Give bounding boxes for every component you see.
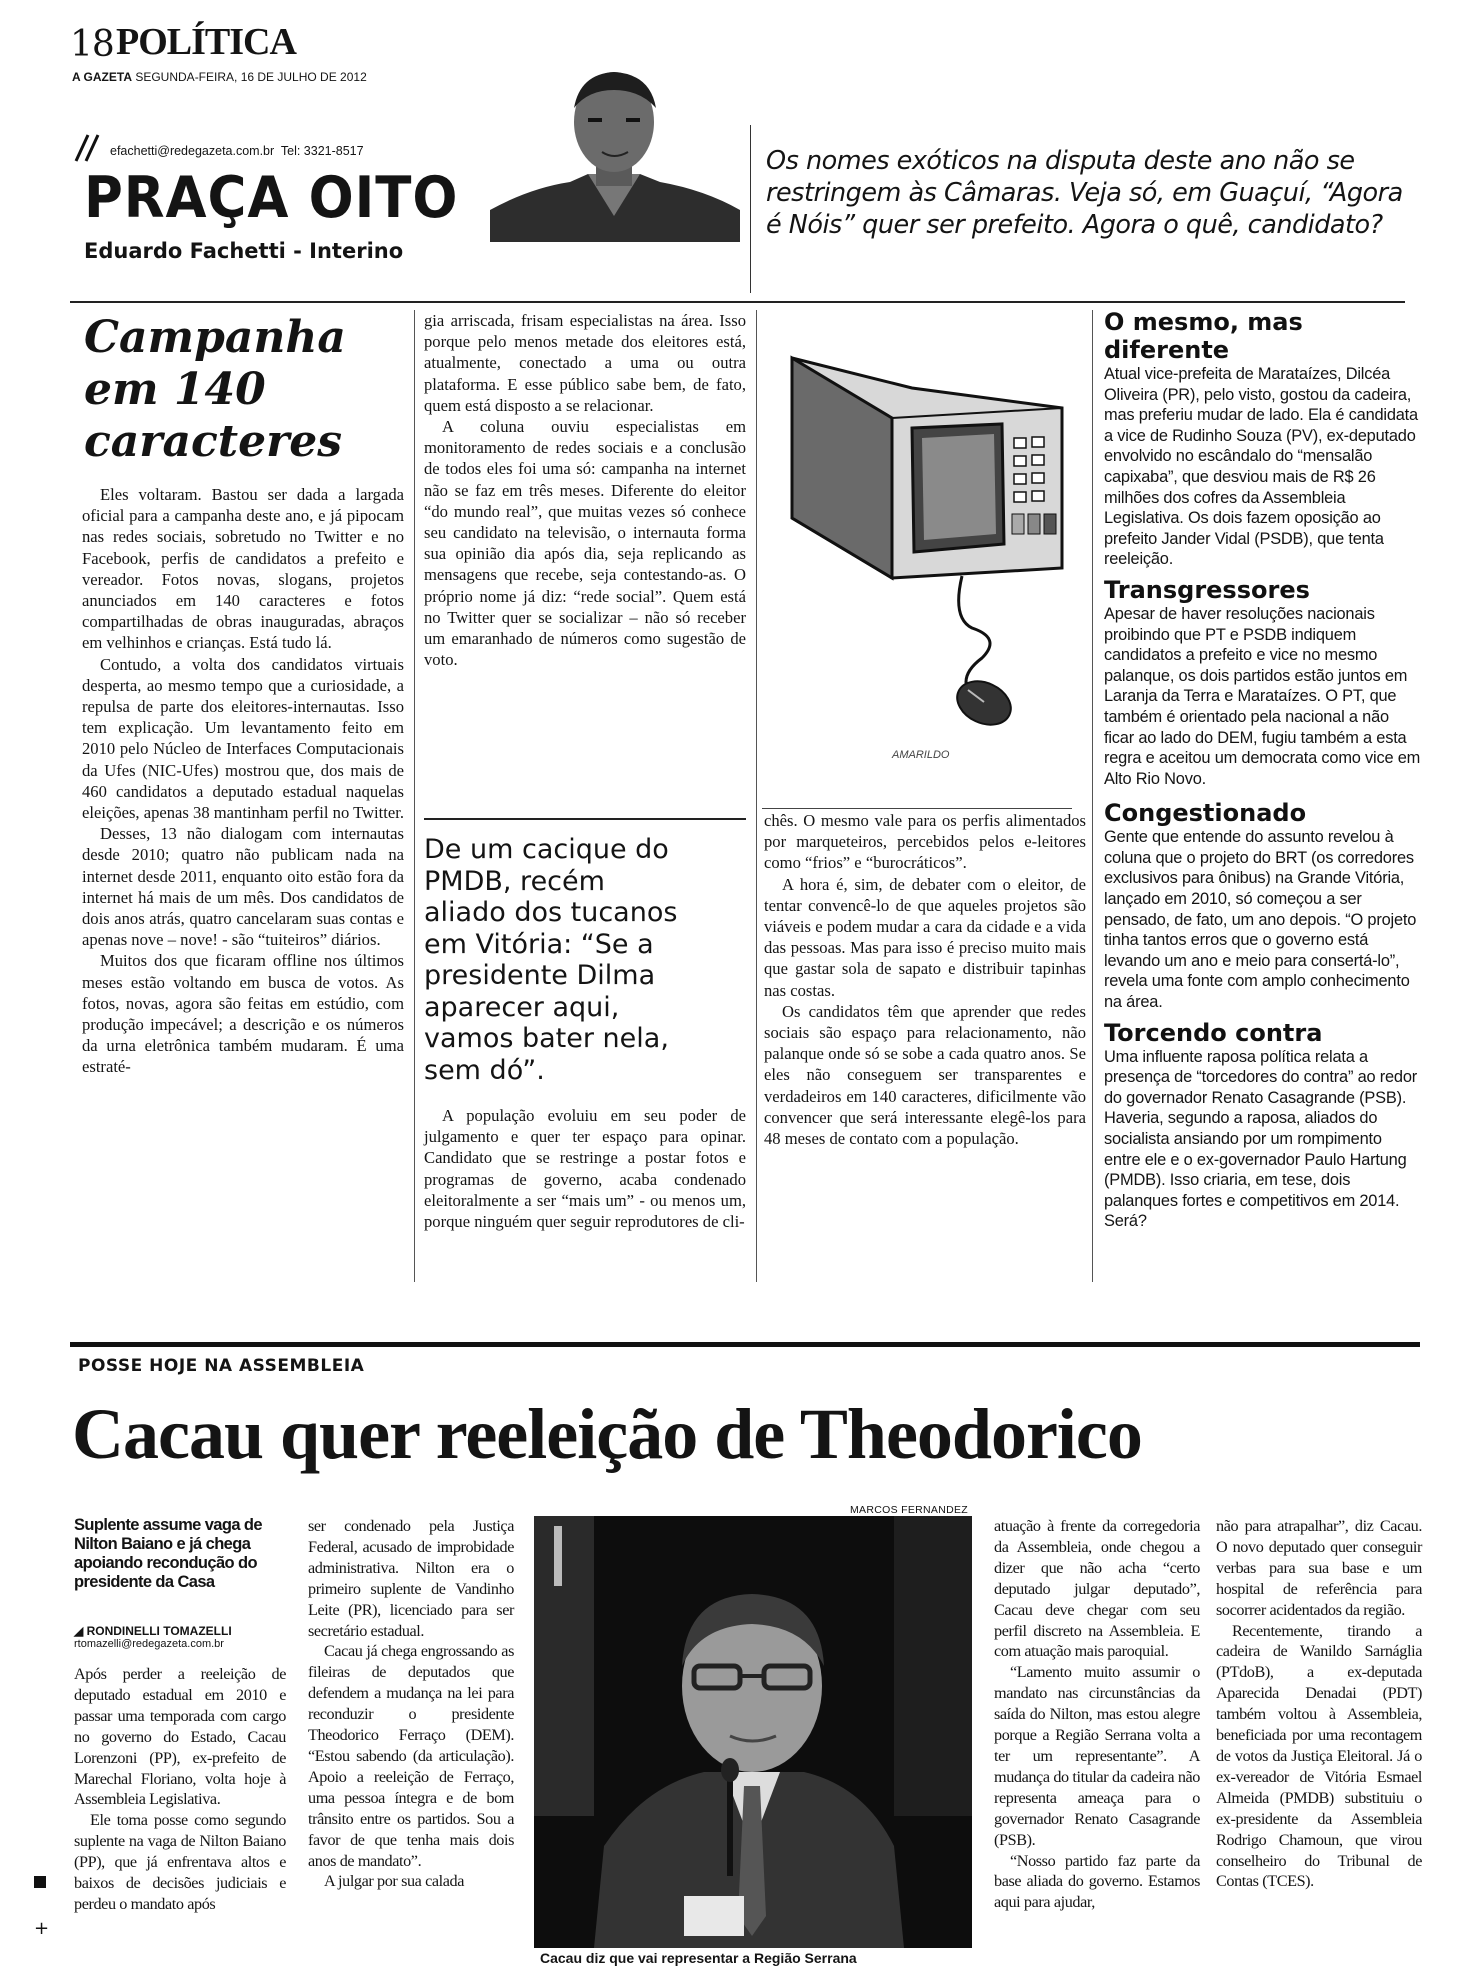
paragraph: Recentemente, tirando a cadeira de Wanildo Sarnáglia (PTdoB), a ex-deputada Aparecida Denadai (PDT) também voltou à Assembleia, beneficiada por uma recontagem de votos da Justiça Eleitoral. Já o ex-vereador de Vitória Esmael Almeida (PMDB) substituiu o ex-presidente da Assembleia Rodrigo Chamoun, que virou conselheiro do Tribunal de Contas (TCES).: [1216, 1621, 1422, 1891]
story-deck: Suplente assume vaga de Nilton Baiano e já chega apoiando recondução do presidente da Casa: [74, 1516, 262, 1591]
paragraph: Cacau já chega engrossando as fileiras de deputados que defendem a mudança na lei para reconduzir o presidente Theodorico Ferraço (DEM). “Estou sabendo (da articulação). Apoio a reeleição de Ferraço, uma pessoa íntegra e de bom trânsito entre os partidos. Sou a favor de que tenha mais dois anos de mandato”.: [308, 1642, 514, 1870]
paragraph: A julgar por sua calada: [324, 1872, 465, 1891]
story-title-line: Campanha: [84, 312, 346, 363]
story-title: [84, 312, 384, 468]
paragraph: atuação à frente da corregedoria da Assembleia, onde chegou a dizer que não acha “certo deputado julgar deputado”, Cacau deve chegar com seu perfil discreto na Assembleia. E com atuação mais paroquial.: [994, 1517, 1200, 1661]
story-headline: Cacau quer reeleição de Theodorico: [72, 1394, 1142, 1474]
note-title: Congestionado: [1104, 799, 1307, 828]
story-column-2: [424, 310, 746, 670]
second-story-column-4: [1216, 1516, 1422, 1892]
voting-machine-illustration: [762, 318, 1092, 798]
paragraph: A hora é, sim, de debater com o eleitor, de tentar convencê-lo de que aqueles projetos são viáveis e podem mudar a cara da cidade e a vida das pessoas. Mas para isso é preciso muito mais que gastar sola de sapato e distribuir tapinhas nas costas.: [764, 874, 1086, 1000]
paragraph: Após perder a reeleição de deputado estadual em 2010 e passar uma temporada com cargo no governo do Estado, Cacau Lorenzoni (PP), ex-prefeito de Marechal Floriano, volta hoje à Assembleia Legislativa.: [74, 1665, 286, 1809]
note-item: [1104, 1019, 1422, 1232]
illustration-signature: AMARILDO: [892, 749, 950, 761]
column-name: PRAÇA OITO: [84, 165, 459, 231]
paragraph: Desses, 13 não dialogam com internautas desde 2010; quatro não publicam nada na internet desde 2011, enquanto oito estão fora da internet há mais de um mês. Dos candidatos de dois anos atrás, quatro cancelaram suas contas e apenas nove – nove! - são “tuiteiros” diários.: [82, 824, 404, 950]
page-number: 18: [70, 24, 114, 65]
story-title-line: em 140: [84, 364, 266, 415]
note-item: [1104, 576, 1422, 789]
paragraph: Eles voltaram. Bastou ser dada a largada oficial para a campanha deste ano, e já pipocam nas redes sociais, sobretudo no Twitter e no Facebook, perfis de candidatos a prefeito e vereador. Fotos novas, slogans, projetos anunciados em 140 caracteres e fotos compartilhadas de obras inauguradas, abraços em velhinhos e crianças. Está tudo lá.: [82, 485, 404, 653]
story-column-2-bottom: [424, 1105, 746, 1232]
slash-mark-icon: [70, 131, 104, 165]
story-kicker: POSSE HOJE NA ASSEMBLEIA: [78, 1356, 365, 1376]
byline-mark-icon: ◢: [74, 1624, 87, 1638]
section-name: POLÍTICA: [116, 21, 296, 63]
column-teaser: Os nomes exóticos na disputa deste ano não se restringem às Câmaras. Veja só, em Guaçuí, “Agora é Nóis” quer ser prefeito. Agora o quê, candidato?: [766, 146, 1403, 240]
note-title: Transgressores: [1104, 575, 1310, 604]
note-body: Uma influente raposa política relata a presença de “torcedores do contra” ao redor do governador Renato Casagrande (PSB). Haveria, segundo a raposa, aliados do socialista ansiando por um rompimento entre ele e o ex-governador Paulo Hartung (PMDB). Isso criaria, em tese, dois palanques fortes e competitivos em 2014. Será?: [1104, 1047, 1418, 1231]
registration-mark: +: [34, 1918, 50, 1939]
byline-email: rtomazelli@redegazeta.com.br: [74, 1638, 224, 1650]
photo-caption: Cacau diz que vai representar a Região Serrana: [540, 1950, 857, 1966]
column-header: [70, 125, 1403, 300]
column-contact: efachetti@redegazeta.com.br Tel: 3321-8517: [110, 144, 364, 158]
pull-quote: [424, 818, 746, 1086]
byline: [74, 1624, 286, 1650]
pull-quote-text: De um cacique do PMDB, recém aliado dos tucanos em Vitória: “Se a presidente Dilma aparecer aqui, vamos bater nela, sem dó”.: [424, 834, 678, 1086]
photo-credit: MARCOS FERNANDEZ: [850, 1504, 968, 1516]
notes-sidebar: [1104, 308, 1422, 1238]
story-column-3: [764, 810, 1086, 1149]
date-text: SEGUNDA-FEIRA, 16 DE JULHO DE 2012: [135, 70, 367, 84]
registration-mark: [34, 1876, 46, 1888]
column-author: Eduardo Fachetti - Interino: [84, 239, 404, 263]
page-masthead: [70, 18, 430, 88]
paragraph: “Nosso partido faz parte da base aliada do governo. Estamos aqui para ajudar,: [994, 1851, 1200, 1912]
paragraph: Muitos dos que ficaram offline nos últimos meses estão voltando em busca de votos. As fotos, novas, agora são feitas em estúdio, com produção impecável; a descrição e os números da urna eletrônica também mudaram. É uma estraté-: [82, 951, 404, 1077]
paragraph: A população evoluiu em seu poder de julgamento e quer ter espaço para opinar. Candidato que se restringe a postar fotos e programas de governo, acaba condenado eleitoralmente a ser “mais um” - ou menos um, porque ninguém quer seguir reprodutores de cli-: [424, 1106, 746, 1232]
second-story-column-3: [994, 1516, 1200, 1913]
news-photo: [534, 1516, 972, 1948]
note-body: Apesar de haver resoluções nacionais proibindo que PT e PSDB indiquem candidatos a prefeito e vice no mesmo palanque, os dois partidos estão juntos em Laranja da Terra e Marataízes. O PT, que também é orientado pela nacional a não ficar ao lado do DEM, fugiu também a esta regra e aceitou um democrata como vice em Alto Rio Novo.: [1104, 604, 1421, 788]
paragraph: “Lamento muito assumir o mandato nas circunstâncias da saída do Nilton, mas estou alegre porque a Região Serrana volta a ter um representante”. A mudança do titular da cadeira não representa ameaça para o governador Renato Casagrande (PSB).: [994, 1663, 1200, 1849]
story-title-line: caracteres: [84, 416, 343, 467]
paragraph: Contudo, a volta dos candidatos virtuais desperta, ao mesmo tempo que a curiosidade, a repulsa de parte dos eleitores-internautas. Isso tem explicação. Um levantamento feito em 2010 pelo Núcleo de Interfaces Computacionais da Ufes (NIC-Ufes) mostrou que, dos mais de 460 candidatos a deputado estadual naquelas eleições, apenas 38 mantinham perfil no Twitter.: [82, 654, 405, 823]
note-body: Atual vice-prefeita de Marataízes, Dilcéa Oliveira (PR), pelo visto, gostou da cadeira, mas preferiu mudar de lado. Ela é candidata a vice de Rudinho Souza (PV), ex-deputado envolvido no escândalo do “mensalão capixaba”, que desviou mais de R$ 26 milhões dos cofres da Assembleia Legislativa. Os dois fazem oposição ao prefeito Jander Vidal (PSDB), que tenta reeleição.: [1104, 365, 1418, 569]
dateline: [72, 70, 367, 84]
paragraph: Ele toma posse como segundo suplente na vaga de Nilton Baiano (PP), que já enfrentava altos e baixos de decisões judiciais e perdeu o mandato após: [74, 1811, 286, 1913]
note-title: O mesmo, mas diferente: [1104, 308, 1303, 364]
note-item: [1104, 799, 1422, 1012]
paragraph: chês. O mesmo vale para os perfis alimentados por marqueteiros, percebidos pelos e-leitores como “frios” e “burocráticos”.: [764, 811, 1086, 873]
second-story-column-2: [308, 1516, 514, 1892]
paragraph: não para atrapalhar”, diz Cacau. O novo deputado quer conseguir verbas para sua base e um hospital de referência para socorrer acidentados da região.: [1216, 1517, 1422, 1619]
paragraph: A coluna ouviu especialistas em monitoramento de redes sociais e a conclusão de todos eles foi uma só: campanha na internet não se faz em três meses. Diferente do eleitor “do mundo real”, que muitas vezes só conhece seu candidato na televisão, o internauta forma sua opinião dia após dia, seja replicando as mensagens que recebe, seja contestando-as. O próprio nome já diz: “rede social”. Quem está no Twitter quer se socializar – não só receber um emaranhado de números como sugestão de voto.: [424, 417, 746, 670]
paper-name: A GAZETA: [72, 70, 132, 84]
author-portrait: [490, 70, 740, 242]
note-item: [1104, 308, 1422, 570]
second-story-column-1: [74, 1664, 286, 1915]
note-body: Gente que entende do assunto revelou à coluna que o projeto do BRT (os corredores exclusivos para ônibus) na Grande Vitória, lançado em 2010, só começou a ser pensado, de fato, um ano depois. “O projeto tinha tantos erros que o governo está levando um ano e meio para consertá-lo”, revela uma fonte com amplo conhecimento na área.: [1104, 828, 1417, 1012]
note-title: Torcendo contra: [1104, 1018, 1323, 1047]
story-column-1: [82, 484, 404, 1078]
paragraph: Os candidatos têm que aprender que redes sociais são espaço para relacionamento, não palanque onde só se sobe a cada quatro anos. Se eles não conseguem ser transparentes e verdadeiros em 140 caracteres, dificilmente vão convencer que será interessante elegê-los para 48 meses de contato com a população.: [764, 1001, 1086, 1149]
paragraph: gia arriscada, frisam especialistas na área. Isso porque pelo menos metade dos eleitores está, atualmente, conectado a uma ou outra plataforma. E esse público sabe bem, de fato, quem está disposto a se relacionar.: [424, 311, 746, 415]
byline-name: RONDINELLI TOMAZELLI: [86, 1624, 232, 1638]
paragraph: ser condenado pela Justiça Federal, acusado de improbidade administrativa. Nilton era o primeiro suplente de Vandinho Leite (PR), licenciado para ser secretário estadual.: [308, 1517, 514, 1640]
